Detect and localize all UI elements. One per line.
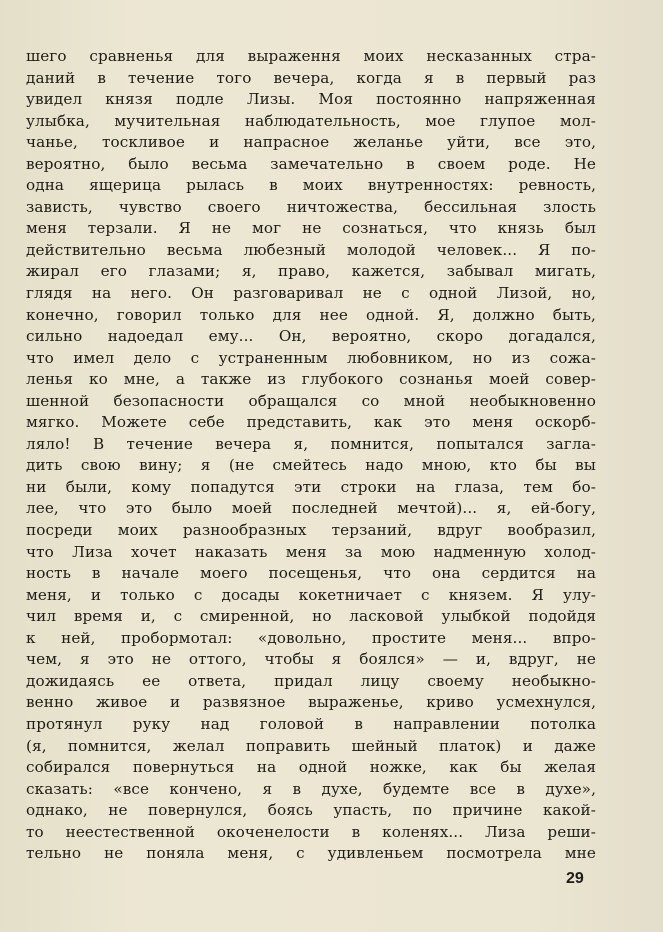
text-line: действительно весьма любезный молодой человек... Я по- [26,240,596,259]
text-line: дожидаясь ее ответа, придал лицу своему необыкно- [26,671,596,690]
text-line: лее, что это было моей последней мечтой)... я, ей-богу, [26,499,596,518]
text-line: меня, и только с досады кокетничает с князем. Я улу- [26,585,596,604]
text-line: жирал его глазами; я, право, кажется, забывал мигать, [26,262,596,281]
text-line: сказать: «все кончено, я в духе, будемте все в духе», [26,779,596,798]
text-line: ность в начале моего посещенья, что она сердится на [26,564,596,583]
text-line: сильно надоедал ему... Он, вероятно, скоро догадался, [26,327,596,346]
text-line: тельно не поняла меня, с удивленьем посмотрела мне [26,844,596,863]
text-line: даний в течение того вечера, когда я в первый раз [26,68,596,87]
text-line: что Лиза хочет наказать меня за мою надменную холод- [26,542,596,561]
text-line: зависть, чувство своего ничтожества, бессильная злость [26,197,596,216]
text-line: ляло! В течение вечера я, помнится, попытался загла- [26,434,596,453]
text-line: что имел дело с устраненным любовником, но из сожа- [26,348,596,367]
text-line: венно живое и развязное выраженье, криво усмехнулся, [26,693,596,712]
text-line: улыбка, мучительная наблюдательность, мое глупое мол- [26,111,596,130]
text-line: глядя на него. Он разговаривал не с одной Лизой, но, [26,284,596,303]
text-line: (я, помнится, желал поправить шейный платок) и даже [26,736,596,755]
text-line: увидел князя подле Лизы. Моя постоянно напряженная [26,90,596,109]
text-line: шенной безопасности обращался со мной необыкновенно [26,391,596,410]
text-line: чем, я это не оттого, чтобы я боялся» — и, вдруг, не [26,650,596,669]
text-line: мягко. Можете себе представить, как это меня оскорб- [26,413,596,432]
page-number: 29 [566,870,584,887]
text-line: ленья ко мне, а также из глубокого сознанья моей совер- [26,370,596,389]
text-line: меня терзали. Я не мог не сознаться, что князь был [26,219,596,238]
text-line: дить свою вину; я (не смейтесь надо мною, кто бы вы [26,456,596,475]
text-line: конечно, говорил только для нее одной. Я, должно быть, [26,305,596,324]
text-line: то неестественной окоченелости в коленях... Лиза реши- [26,822,596,841]
text-line: чанье, тоскливое и напрасное желанье уйти, все это, [26,133,596,152]
text-line: чил время и, с смиренной, но ласковой улыбкой подойдя [26,607,596,626]
text-line: вероятно, было весьма замечательно в своем роде. Не [26,154,596,173]
body-text [26,46,596,865]
text-line: посреди моих разнообразных терзаний, вдруг вообразил, [26,521,596,540]
text-line: одна ящерица рылась в моих внутренностях: ревность, [26,176,596,195]
text-line: протянул руку над головой в направлении потолка [26,714,596,733]
text-line: однако, не повернулся, боясь упасть, по причине какой- [26,801,596,820]
text-line: к ней, пробормотал: «довольно, простите меня... впро- [26,628,596,647]
text-line: собирался повернуться на одной ножке, как бы желая [26,758,596,777]
text-line: ни были, кому попадутся эти строки на глаза, тем бо- [26,477,596,496]
text-line: шего сравненья для выраження моих несказанных стра- [26,47,596,65]
